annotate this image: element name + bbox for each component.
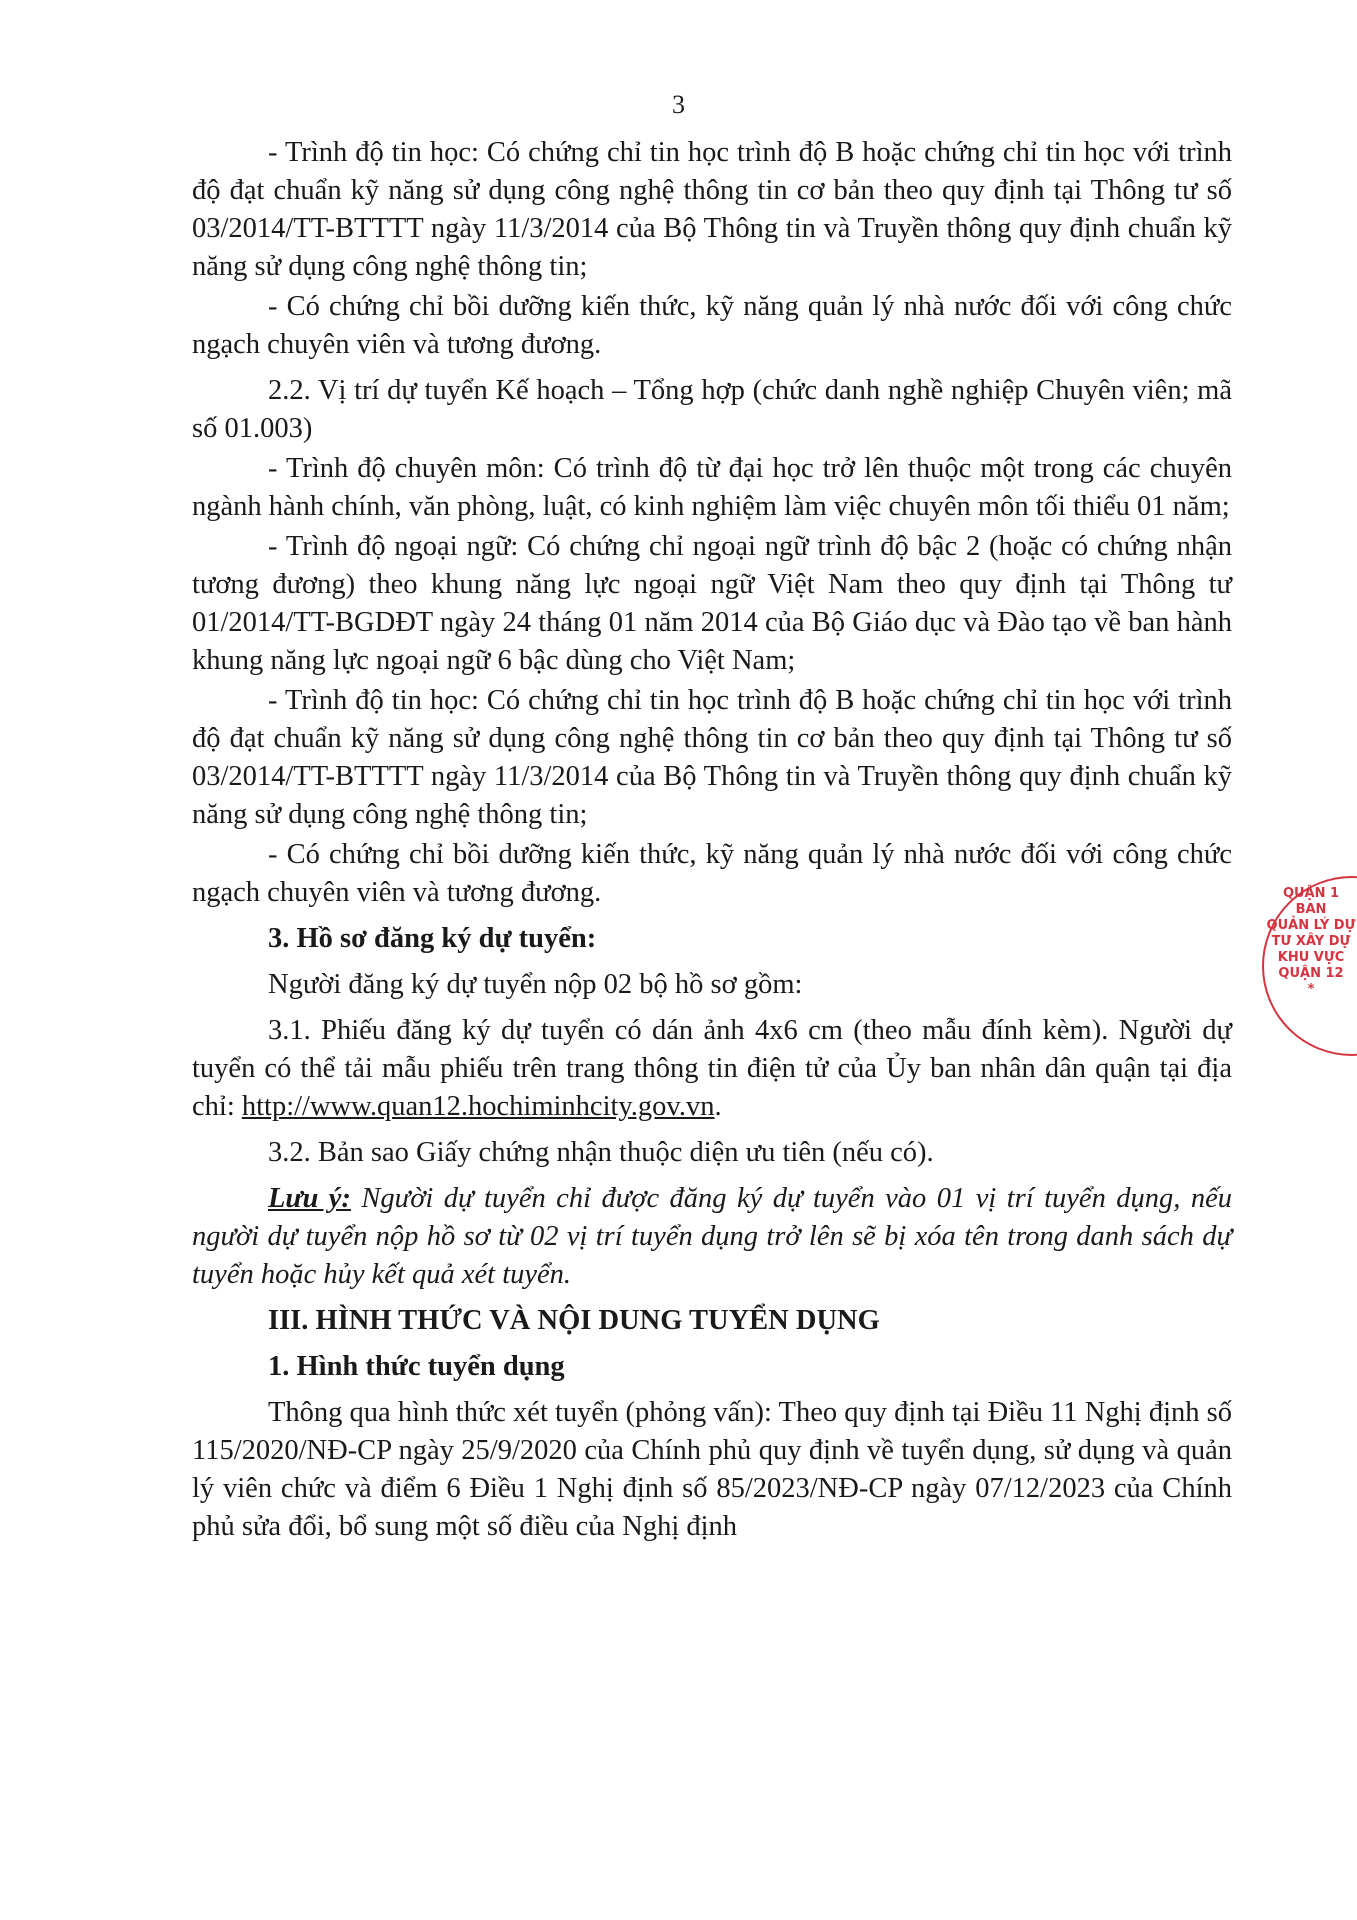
seal-line: TƯ XÂY DỰ [1271, 934, 1351, 949]
seal-line: * [1307, 982, 1315, 997]
official-seal [1262, 876, 1357, 1056]
seal-line: QUẢN LÝ DỰ [1266, 918, 1356, 933]
page-number: 3 [672, 90, 685, 119]
item-3-1-end: . [714, 1091, 722, 1122]
seal-line: QUẬN 12 [1278, 966, 1344, 981]
section-2-2-title: 2.2. Vị trí dự tuyển Kế hoạch – Tổng hợp (chức danh nghề nghiệp Chuyên viên; mã số 01.003) [192, 375, 1232, 444]
item-3-1 [192, 1012, 1232, 1126]
note-text: Người dự tuyển chỉ được đăng ký dự tuyển vào 01 vị trí tuyển dụng, nếu người dự tuyển nộp hồ sơ từ 02 vị trí tuyển dụng trở lên sẽ bị xóa tên trong danh sách dự tuyển hoặc hủy kết quả xét tuyển. [192, 1183, 1232, 1290]
section-heading-3: 3. Hồ sơ đăng ký dự tuyển: [268, 923, 597, 954]
item-3-1-text: 3.1. Phiếu đăng ký dự tuyển có dán ảnh 4x6 cm (theo mẫu đính kèm). Người dự tuyển có thể tải mẫu phiếu trên trang thông tin điện tử của Ủy ban nhân dân quận tại địa chỉ: [192, 1015, 1232, 1122]
seal-line: KHU VỰC [1277, 950, 1345, 965]
paragraph: - Có chứng chỉ bồi dưỡng kiến thức, kỹ năng quản lý nhà nước đối với công chức ngạch chuyên viên và tương đương. [192, 839, 1232, 908]
section-heading-III: III. HÌNH THỨC VÀ NỘI DUNG TUYỂN DỤNG [268, 1305, 880, 1336]
seal-text [1266, 886, 1356, 998]
paragraph: - Có chứng chỉ bồi dưỡng kiến thức, kỹ năng quản lý nhà nước đối với công chức ngạch chuyên viên và tương đương. [192, 291, 1232, 360]
seal-line: QUẬN 1 [1282, 886, 1340, 901]
website-link[interactable]: http://www.quan12.hochiminhcity.gov.vn [241, 1091, 715, 1122]
note-paragraph [192, 1180, 1232, 1294]
paragraph: - Trình độ tin học: Có chứng chỉ tin học trình độ B hoặc chứng chỉ tin học với trình độ đạt chuẩn kỹ năng sử dụng công nghệ thông tin cơ bản theo quy định tại Thông tư số 03/2014/TT-BTTTT ngày 11/3/2014 của Bộ Thông tin và Truyền thông quy định chuẩn kỹ năng sử dụng công nghệ thông tin; [192, 685, 1232, 830]
paragraph: - Trình độ tin học: Có chứng chỉ tin học trình độ B hoặc chứng chỉ tin học với trình độ đạt chuẩn kỹ năng sử dụng công nghệ thông tin cơ bản theo quy định tại Thông tư số 03/2014/TT-BTTTT ngày 11/3/2014 của Bộ Thông tin và Truyền thông quy định chuẩn kỹ năng sử dụng công nghệ thông tin; [192, 137, 1232, 282]
submit-intro: Người đăng ký dự tuyển nộp 02 bộ hồ sơ gồm: [268, 969, 803, 1000]
paragraph: - Trình độ ngoại ngữ: Có chứng chỉ ngoại ngữ trình độ bậc 2 (hoặc có chứng nhận tương đương) theo khung năng lực ngoại ngữ Việt Nam theo quy định tại Thông tư 01/2014/TT-BGDĐT ngày 24 tháng 01 năm 2014 của Bộ Giáo dục và Đào tạo về ban hành khung năng lực ngoại ngữ 6 bậc dùng cho Việt Nam; [192, 531, 1232, 676]
document-body [192, 134, 1232, 1554]
paragraph: - Trình độ chuyên môn: Có trình độ từ đại học trở lên thuộc một trong các chuyên ngành hành chính, văn phòng, luật, có kinh nghiệm làm việc chuyên môn tối thiểu 01 năm; [192, 453, 1232, 522]
final-paragraph: Thông qua hình thức xét tuyển (phỏng vấn): Theo quy định tại Điều 11 Nghị định số 115/2020/NĐ-CP ngày 25/9/2020 của Chính phủ quy định về tuyển dụng, sử dụng và quản lý viên chức và điểm 6 Điều 1 Nghị định số 85/2023/NĐ-CP ngày 07/12/2023 của Chính phủ sửa đổi, bổ sung một số điều của Nghị định [192, 1397, 1232, 1542]
item-3-2: 3.2. Bản sao Giấy chứng nhận thuộc diện ưu tiên (nếu có). [268, 1137, 934, 1168]
note-label: Lưu ý: [268, 1183, 351, 1214]
section-heading-1: 1. Hình thức tuyển dụng [268, 1351, 565, 1382]
seal-line: BAN [1295, 902, 1327, 917]
